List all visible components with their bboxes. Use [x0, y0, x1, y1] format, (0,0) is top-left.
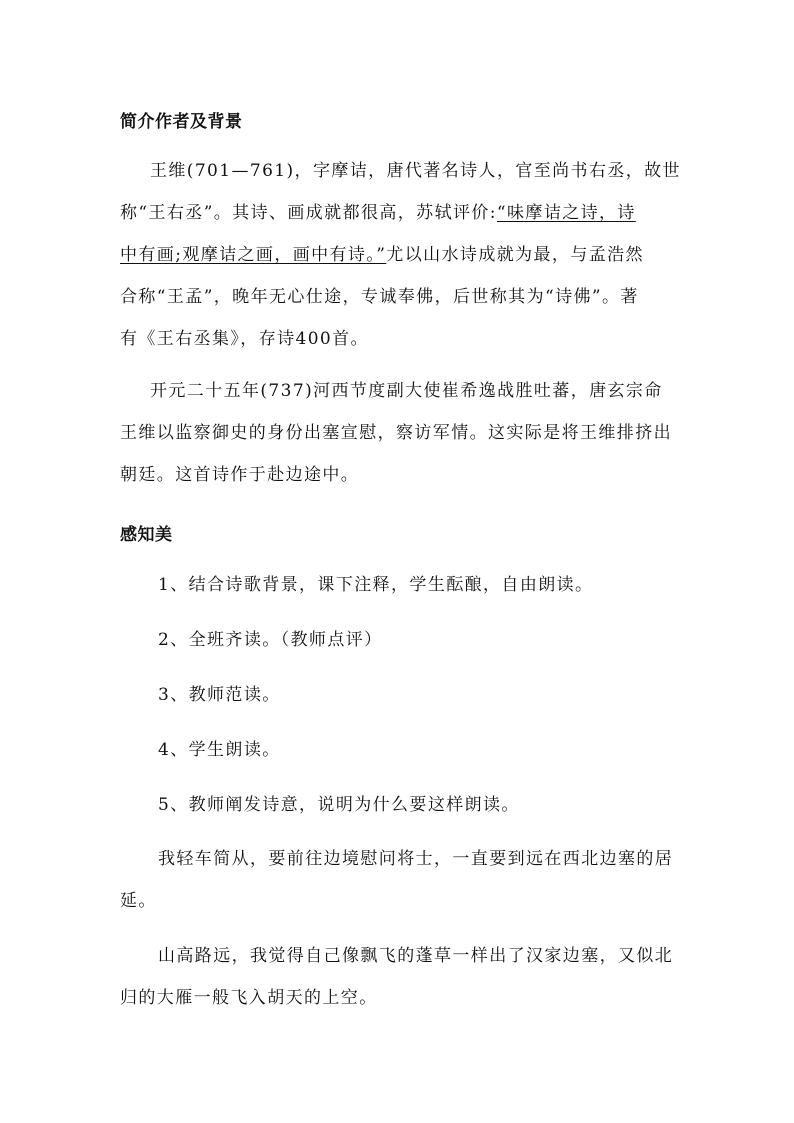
list-item: 2、全班齐读。（教师点评） [158, 630, 383, 650]
paragraph-line: 开元二十五年(737)河西节度副大使崔希逸战胜吐蕃，唐玄宗命 [150, 381, 663, 401]
section-heading-background: 简介作者及背景 [120, 112, 243, 132]
paragraph-line: 朝廷。这首诗作于赴边途中。 [120, 465, 360, 485]
section-heading-perception: 感知美 [120, 525, 173, 545]
paragraph-text: 称“王右丞”。其诗、画成就都很高，苏轼评价: [120, 203, 497, 223]
paragraph-line: 有《王右丞集》，存诗400首。 [120, 329, 369, 349]
paragraph-line: 延。 [120, 891, 157, 911]
list-item: 5、教师阐发诗意，说明为什么要这样朗读。 [158, 795, 520, 815]
paragraph-line: 山高路远，我觉得自己像飘飞的蓬草一样出了汉家边塞，又似北 [158, 946, 674, 966]
paragraph-line: 王维(701—761)，字摩诘，唐代著名诗人，官至尚书右丞，故世 [150, 161, 681, 181]
list-item: 3、教师范读。 [158, 685, 281, 705]
list-item: 1、结合诗歌背景，课下注释，学生酝酿，自由朗读。 [158, 575, 594, 595]
quote-underlined: 中有画;观摩诘之画，画中有诗。” [120, 245, 387, 265]
paragraph-line [120, 202, 636, 224]
paragraph-line: 归的大雁一般飞入胡天的上空。 [120, 988, 378, 1008]
quote-underlined: “味摩诘之诗，诗 [496, 203, 636, 223]
list-item: 4、学生朗读。 [158, 740, 281, 760]
paragraph-line: 合称“王孟”，晚年无心仕途，专诚奉佛，后世称其为“诗佛”。著 [120, 287, 639, 307]
paragraph-text: 尤以山水诗成就为最，与孟浩然 [386, 245, 644, 265]
paragraph-line: 我轻车简从，要前往边境慰问将士，一直要到远在西北边塞的居 [158, 849, 674, 869]
paragraph-line: 王维以监察御史的身份出塞宣慰，察访军情。这实际是将王维排挤出 [120, 423, 672, 443]
paragraph-line [120, 244, 644, 266]
